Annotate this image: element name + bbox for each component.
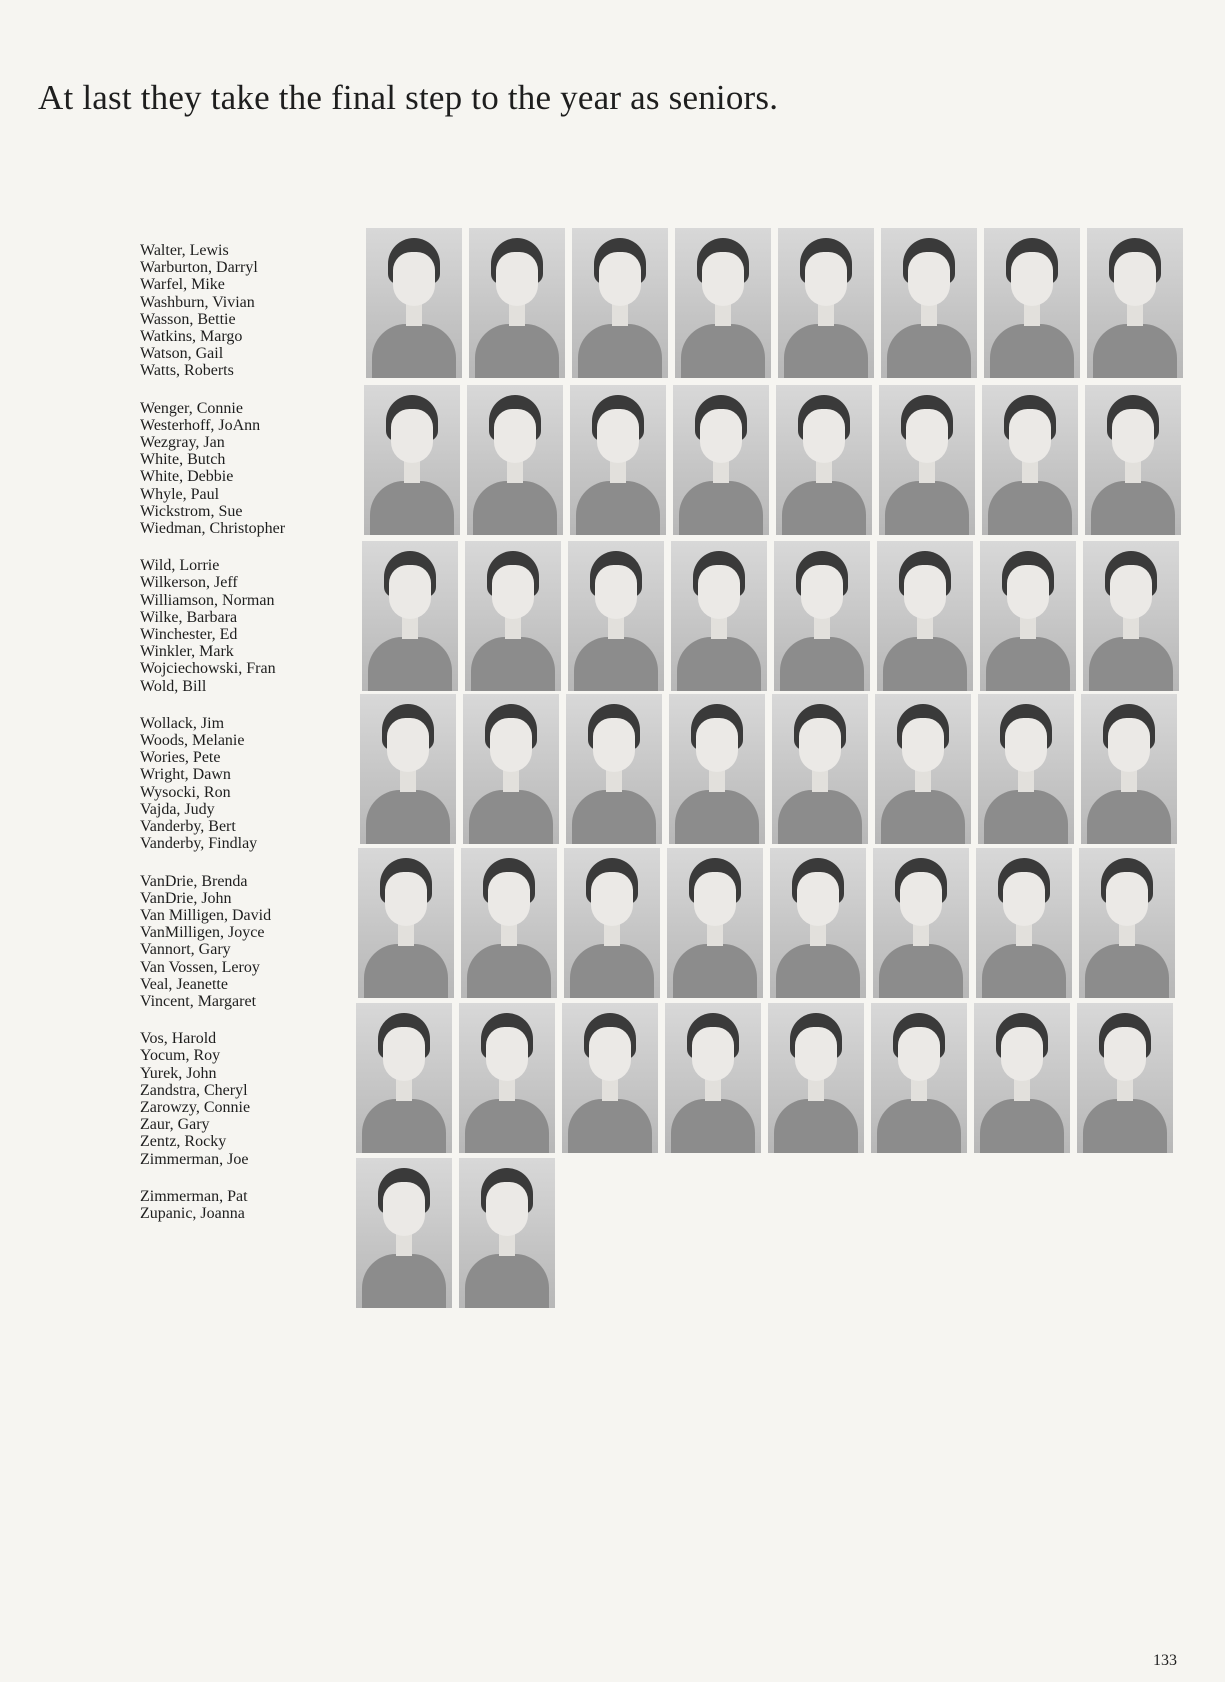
student-portrait: [667, 848, 763, 998]
portrait-body: [372, 324, 456, 378]
portrait-body: [370, 481, 454, 535]
senior-name: Wold, Bill: [140, 677, 207, 695]
portrait-face: [387, 718, 429, 772]
portrait-body: [675, 790, 759, 844]
senior-name: VanDrie, John: [140, 889, 232, 907]
portrait-face: [589, 1027, 631, 1081]
portrait-body: [984, 790, 1068, 844]
senior-name: Zupanic, Joanna: [140, 1204, 245, 1222]
portrait-body: [570, 944, 654, 998]
senior-name: Zandstra, Cheryl: [140, 1081, 248, 1099]
senior-name: Vincent, Margaret: [140, 992, 257, 1010]
senior-name-list: [140, 242, 350, 1242]
portrait-body: [677, 637, 761, 691]
student-portrait: [467, 385, 563, 535]
portrait-face: [902, 718, 944, 772]
student-portrait: [980, 541, 1076, 691]
name-group-5: [140, 873, 350, 1011]
student-portrait: [984, 228, 1080, 378]
student-portrait: [356, 1003, 452, 1153]
student-portrait: [1081, 694, 1177, 844]
senior-name: Williamson, Norman: [140, 591, 275, 609]
portrait-face: [799, 718, 841, 772]
senior-name: Zimmerman, Pat: [140, 1187, 248, 1205]
portrait-face: [1108, 718, 1150, 772]
portrait-face: [1114, 252, 1156, 306]
portrait-face: [496, 252, 538, 306]
senior-name: VanDrie, Brenda: [140, 872, 248, 890]
senior-name: Yurek, John: [140, 1064, 217, 1082]
senior-name: Wright, Dawn: [140, 766, 231, 784]
portrait-face: [898, 1027, 940, 1081]
portrait-body: [578, 324, 662, 378]
student-portrait: [356, 1158, 452, 1308]
name-group-6: [140, 1030, 350, 1168]
senior-name: White, Butch: [140, 451, 226, 469]
senior-name: Vos, Harold: [140, 1030, 217, 1048]
portrait-face: [694, 872, 736, 926]
student-portrait: [1077, 1003, 1173, 1153]
portrait-face: [696, 718, 738, 772]
student-portrait: [463, 694, 559, 844]
name-group-4: [140, 715, 350, 853]
portrait-body: [986, 637, 1070, 691]
portrait-body: [1085, 944, 1169, 998]
portrait-body: [368, 637, 452, 691]
student-portrait: [879, 385, 975, 535]
portrait-body: [1091, 481, 1175, 535]
senior-name: Woods, Melanie: [140, 732, 245, 750]
senior-name: Van Milligen, David: [140, 906, 272, 924]
senior-name: Watkins, Margo: [140, 328, 243, 346]
senior-name: Whyle, Paul: [140, 485, 220, 503]
portrait-face: [900, 872, 942, 926]
senior-name: Zentz, Rocky: [140, 1133, 227, 1151]
student-portrait: [562, 1003, 658, 1153]
portrait-face: [700, 409, 742, 463]
portrait-face: [908, 252, 950, 306]
portrait-body: [776, 944, 860, 998]
portrait-body: [980, 1099, 1064, 1153]
portrait-face: [692, 1027, 734, 1081]
portrait-body: [471, 637, 555, 691]
senior-name: Wojciechowski, Fran: [140, 660, 276, 678]
portrait-body: [883, 637, 967, 691]
portrait-body: [885, 481, 969, 535]
portrait-row: [358, 848, 1175, 998]
senior-name: Winkler, Mark: [140, 643, 234, 661]
student-portrait: [465, 541, 561, 691]
portrait-face: [488, 872, 530, 926]
portrait-face: [1112, 409, 1154, 463]
portrait-face: [393, 252, 435, 306]
portrait-face: [383, 1027, 425, 1081]
senior-name: Walter, Lewis: [140, 242, 229, 259]
portrait-face: [1106, 872, 1148, 926]
portrait-body: [469, 790, 553, 844]
portrait-body: [879, 944, 963, 998]
senior-name: Wollack, Jim: [140, 714, 225, 732]
portrait-body: [671, 1099, 755, 1153]
student-portrait: [570, 385, 666, 535]
senior-name: Washburn, Vivian: [140, 293, 255, 311]
senior-name: Vajda, Judy: [140, 800, 215, 818]
senior-name: Vanderby, Bert: [140, 818, 236, 836]
student-portrait: [881, 228, 977, 378]
portrait-body: [473, 481, 557, 535]
name-group-3: [140, 557, 350, 695]
senior-name: Wenger, Connie: [140, 399, 243, 417]
student-portrait: [772, 694, 868, 844]
portrait-face: [597, 409, 639, 463]
student-portrait: [776, 385, 872, 535]
portrait-face: [591, 872, 633, 926]
portrait-face: [698, 565, 740, 619]
name-group-7: [140, 1188, 350, 1222]
portrait-body: [467, 944, 551, 998]
senior-name: Zaur, Gary: [140, 1116, 210, 1134]
portrait-body: [982, 944, 1066, 998]
portrait-body: [1093, 324, 1177, 378]
portrait-body: [778, 790, 862, 844]
portrait-row: [356, 1158, 555, 1308]
portrait-body: [774, 1099, 858, 1153]
portrait-body: [1087, 790, 1171, 844]
senior-name: Westerhoff, JoAnn: [140, 416, 261, 434]
portrait-body: [1083, 1099, 1167, 1153]
portrait-face: [702, 252, 744, 306]
portrait-face: [1110, 565, 1152, 619]
portrait-body: [1089, 637, 1173, 691]
student-portrait: [675, 228, 771, 378]
portrait-body: [782, 481, 866, 535]
senior-name: Warburton, Darryl: [140, 259, 258, 277]
senior-name: Winchester, Ed: [140, 626, 238, 644]
portrait-face: [486, 1027, 528, 1081]
student-portrait: [1085, 385, 1181, 535]
student-portrait: [1079, 848, 1175, 998]
portrait-body: [673, 944, 757, 998]
senior-name: Watson, Gail: [140, 345, 224, 363]
student-portrait: [469, 228, 565, 378]
portrait-row: [364, 385, 1181, 535]
portrait-face: [593, 718, 635, 772]
portrait-body: [990, 324, 1074, 378]
student-portrait: [976, 848, 1072, 998]
student-portrait: [568, 541, 664, 691]
senior-name: Veal, Jeanette: [140, 975, 228, 993]
portrait-face: [904, 565, 946, 619]
portrait-body: [366, 790, 450, 844]
student-portrait: [982, 385, 1078, 535]
portrait-row: [366, 228, 1183, 378]
student-portrait: [778, 228, 874, 378]
portrait-row: [360, 694, 1177, 844]
senior-name: Van Vossen, Leroy: [140, 958, 260, 976]
portrait-body: [475, 324, 559, 378]
portrait-body: [877, 1099, 961, 1153]
senior-name: Zimmerman, Joe: [140, 1150, 249, 1168]
student-portrait: [671, 541, 767, 691]
senior-name: Wories, Pete: [140, 749, 221, 767]
portrait-face: [1005, 718, 1047, 772]
student-portrait: [459, 1003, 555, 1153]
portrait-body: [784, 324, 868, 378]
senior-name: Warfel, Mike: [140, 276, 225, 294]
student-portrait: [1087, 228, 1183, 378]
student-portrait: [566, 694, 662, 844]
senior-name: Vanderby, Findlay: [140, 835, 258, 853]
student-portrait: [572, 228, 668, 378]
student-portrait: [974, 1003, 1070, 1153]
portrait-body: [362, 1254, 446, 1308]
senior-name: Wilkerson, Jeff: [140, 574, 238, 592]
student-portrait: [873, 848, 969, 998]
senior-name: Wild, Lorrie: [140, 557, 220, 575]
student-portrait: [774, 541, 870, 691]
senior-name: Vannort, Gary: [140, 941, 231, 959]
senior-name: Wezgray, Jan: [140, 434, 225, 452]
senior-name: VanMilligen, Joyce: [140, 924, 265, 942]
portrait-face: [494, 409, 536, 463]
student-portrait: [770, 848, 866, 998]
page-headline: At last they take the final step to the year as seniors.: [38, 78, 779, 117]
portrait-row: [356, 1003, 1173, 1153]
senior-name: Wysocki, Ron: [140, 783, 231, 801]
portrait-face: [795, 1027, 837, 1081]
portrait-body: [887, 324, 971, 378]
portrait-body: [362, 1099, 446, 1153]
senior-name: Yocum, Roy: [140, 1047, 221, 1065]
portrait-body: [364, 944, 448, 998]
name-group-2: [140, 400, 350, 538]
student-portrait: [978, 694, 1074, 844]
portrait-face: [383, 1182, 425, 1236]
portrait-face: [805, 252, 847, 306]
portrait-face: [1011, 252, 1053, 306]
senior-name: White, Debbie: [140, 468, 234, 486]
portrait-face: [486, 1182, 528, 1236]
senior-name: Wickstrom, Sue: [140, 502, 243, 520]
student-portrait: [364, 385, 460, 535]
portrait-body: [780, 637, 864, 691]
student-portrait: [669, 694, 765, 844]
portrait-face: [490, 718, 532, 772]
portrait-face: [389, 565, 431, 619]
student-portrait: [673, 385, 769, 535]
portrait-face: [1001, 1027, 1043, 1081]
portrait-body: [576, 481, 660, 535]
student-portrait: [1083, 541, 1179, 691]
portrait-face: [803, 409, 845, 463]
portrait-body: [681, 324, 765, 378]
portrait-face: [801, 565, 843, 619]
senior-name: Zarowzy, Connie: [140, 1098, 251, 1116]
portrait-body: [881, 790, 965, 844]
portrait-row: [362, 541, 1179, 691]
portrait-body: [568, 1099, 652, 1153]
senior-name: Wiedman, Christopher: [140, 520, 286, 538]
portrait-face: [797, 872, 839, 926]
portrait-body: [679, 481, 763, 535]
student-portrait: [362, 541, 458, 691]
student-portrait: [871, 1003, 967, 1153]
student-portrait: [366, 228, 462, 378]
portrait-face: [492, 565, 534, 619]
senior-name: Wasson, Bettie: [140, 310, 236, 328]
portrait-body: [465, 1254, 549, 1308]
portrait-face: [1007, 565, 1049, 619]
student-portrait: [461, 848, 557, 998]
portrait-face: [595, 565, 637, 619]
student-portrait: [564, 848, 660, 998]
student-portrait: [875, 694, 971, 844]
senior-name: Watts, Roberts: [140, 362, 234, 380]
page-number: 133: [1153, 1652, 1177, 1669]
student-portrait: [665, 1003, 761, 1153]
student-portrait: [459, 1158, 555, 1308]
portrait-body: [572, 790, 656, 844]
student-portrait: [360, 694, 456, 844]
portrait-face: [391, 409, 433, 463]
portrait-face: [1003, 872, 1045, 926]
portrait-face: [599, 252, 641, 306]
name-group-1: [140, 242, 350, 380]
portrait-face: [1009, 409, 1051, 463]
senior-name: Wilke, Barbara: [140, 608, 238, 626]
student-portrait: [768, 1003, 864, 1153]
student-portrait: [358, 848, 454, 998]
portrait-body: [465, 1099, 549, 1153]
student-portrait: [877, 541, 973, 691]
portrait-face: [385, 872, 427, 926]
portrait-face: [906, 409, 948, 463]
portrait-body: [988, 481, 1072, 535]
portrait-body: [574, 637, 658, 691]
portrait-face: [1104, 1027, 1146, 1081]
